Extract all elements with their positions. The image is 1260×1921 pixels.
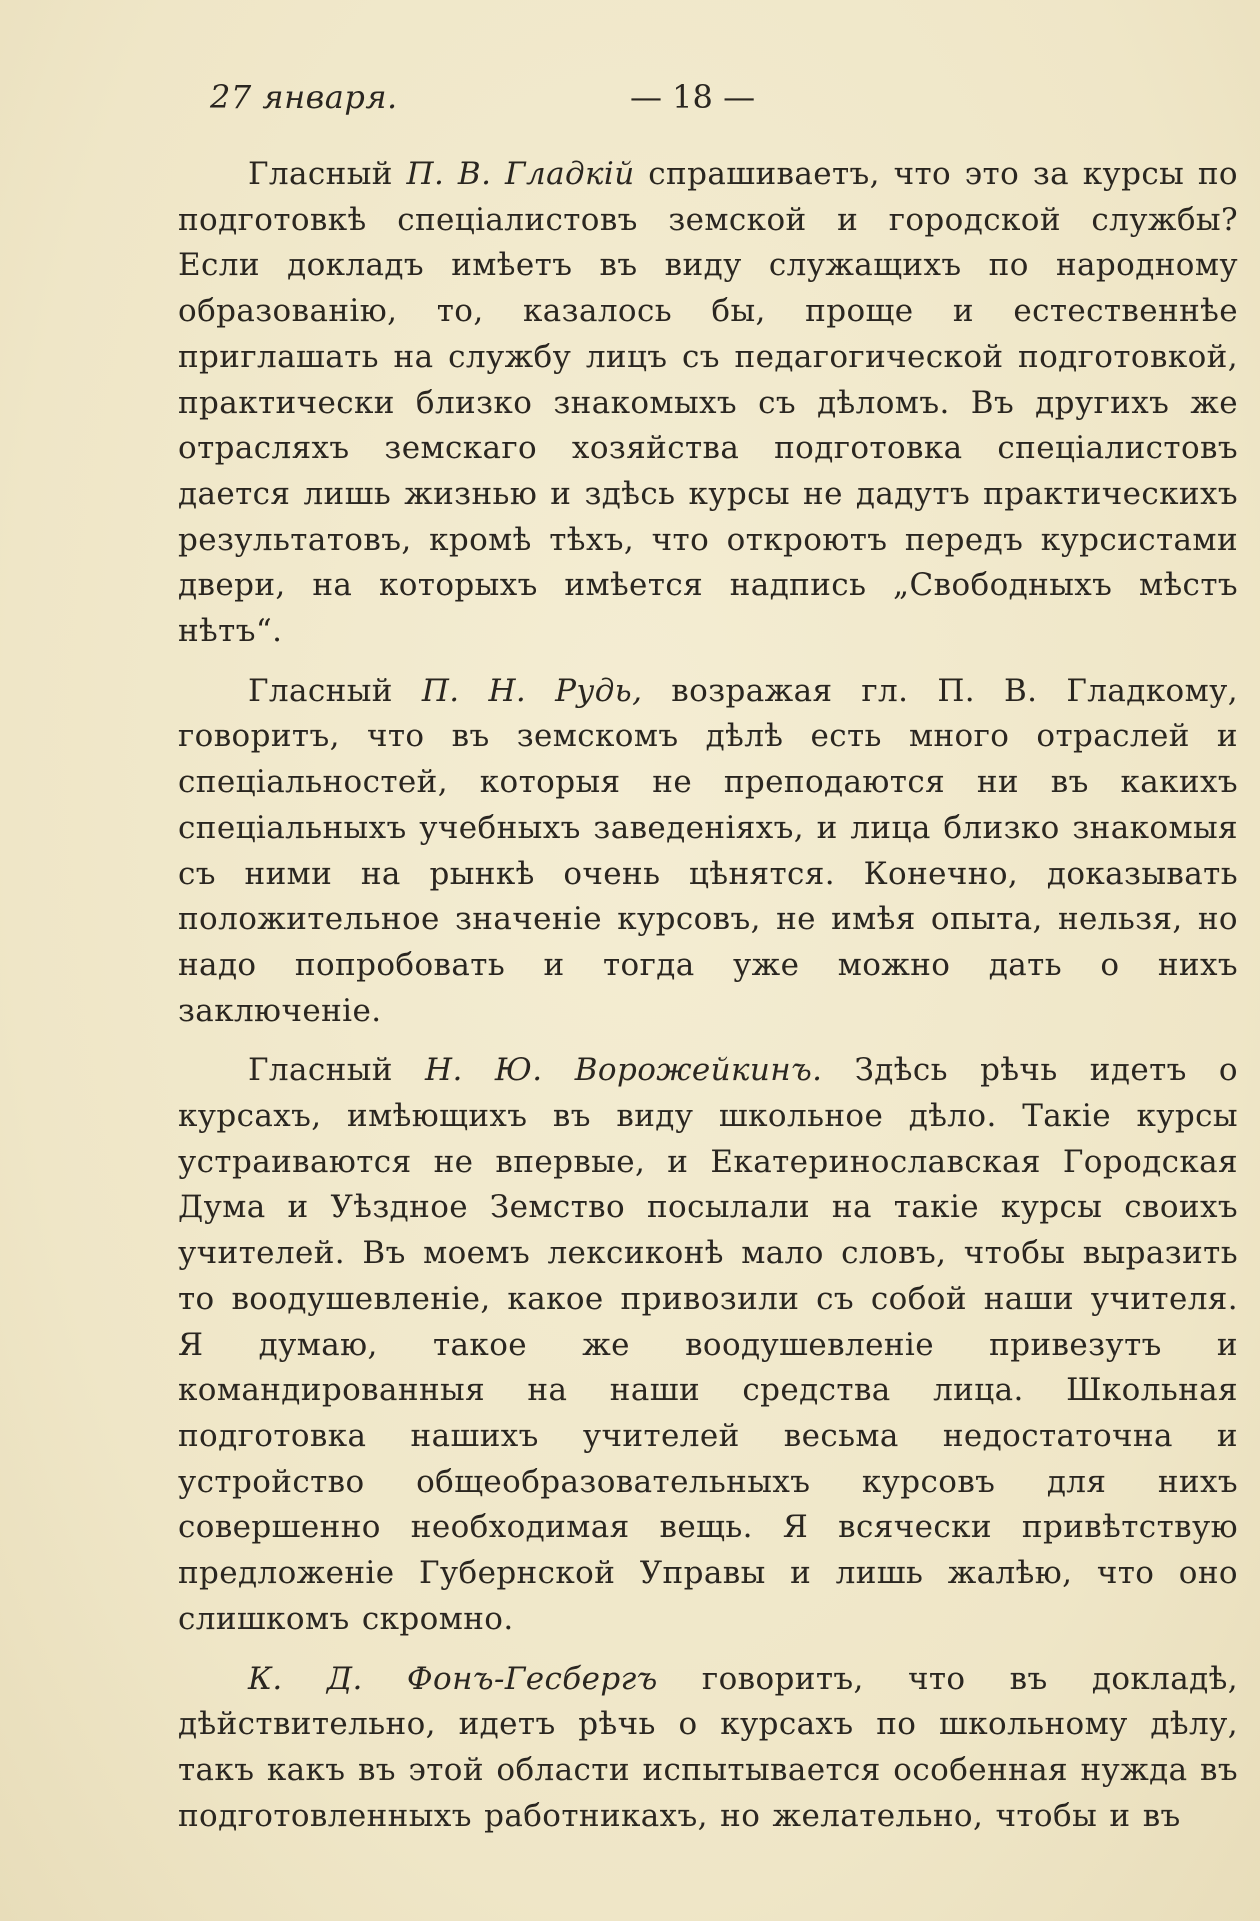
paragraph-text: говоритъ, что въ докладѣ, дѣйствительно, идетъ рѣчь о курсахъ по школьному дѣлу, такъ какъ въ этой области испытывается особенная нужда въ подготовленныхъ работникахъ, но желательно, чтобы и въ (178, 1660, 1238, 1834)
header-date: 27 января. (210, 78, 398, 116)
paragraph-prefix: Гласный (248, 1052, 426, 1089)
page-header (210, 78, 1230, 122)
paragraph-fon-gesberg (178, 1657, 1238, 1840)
page-body (178, 152, 1238, 1839)
speaker-name: К. Д. Фонъ-Гесбергъ (248, 1660, 658, 1697)
paragraph-vorozheykin (178, 1048, 1238, 1642)
paragraph-text: возражая гл. П. В. Гладкому, говоритъ, что въ земскомъ дѣлѣ есть много отраслей и спеціальностей, которыя не преподаются ни въ какихъ спеціальныхъ учебныхъ заведеніяхъ, и лица близко знакомыя съ ними на рынкѣ очень цѣнятся. Конечно, доказывать положительное значеніе курсовъ, не имѣя опыта, нельзя, но надо попробовать и тогда уже можно дать о нихъ заключеніе. (178, 672, 1238, 1029)
paragraph-gladkiy (178, 152, 1238, 655)
paragraph-prefix: Гласный (248, 156, 407, 192)
speaker-name: Н. Ю. Ворожейкинъ. (425, 1052, 823, 1089)
speaker-name: П. В. Гладкій (406, 156, 635, 192)
speaker-name: П. Н. Рудь, (421, 672, 643, 709)
paragraph-rud (178, 669, 1238, 1035)
paragraph-text: Здѣсь рѣчь идетъ о курсахъ, имѣющихъ въ виду школьное дѣло. Такіе курсы устраиваются не впервые, и Екатеринославская Городская Дума и Уѣздное Земство посылали на такіе курсы своихъ учителей. Въ моемъ лексиконѣ мало словъ, чтобы выразить то воодушевленіе, какое привозили съ собой наши учителя. Я думаю, такое же воодушевленіе привезутъ и командированныя на наши средства лица. Школьная подготовка нашихъ учителей весьма недостаточна и устройство общеобразовательныхъ курсовъ для нихъ совершенно необходимая вещь. Я всячески привѣтствую предложеніе Губернской Управы и лишь жалѣю, что оно слишкомъ скромно. (178, 1052, 1238, 1637)
page-number: — 18 — (630, 78, 756, 116)
paragraph-prefix: Гласный (248, 672, 422, 709)
paragraph-text: спрашиваетъ, что это за курсы по подготовкѣ спеціалистовъ земской и городской службы? Если докладъ имѣетъ въ виду служащихъ по народному образованію, то, казалось бы, проще и естественнѣе приглашать на службу лицъ съ педагогической подготовкой, практически близко знакомыхъ съ дѣломъ. Въ другихъ же отрасляхъ земскаго хозяйства подготовка спеціалистовъ дается лишь жизнью и здѣсь курсы не дадутъ практическихъ результатовъ, кромѣ тѣхъ, что откроютъ передъ курсистами двери, на которыхъ имѣется надпись „Свободныхъ мѣстъ нѣтъ“. (178, 156, 1238, 650)
